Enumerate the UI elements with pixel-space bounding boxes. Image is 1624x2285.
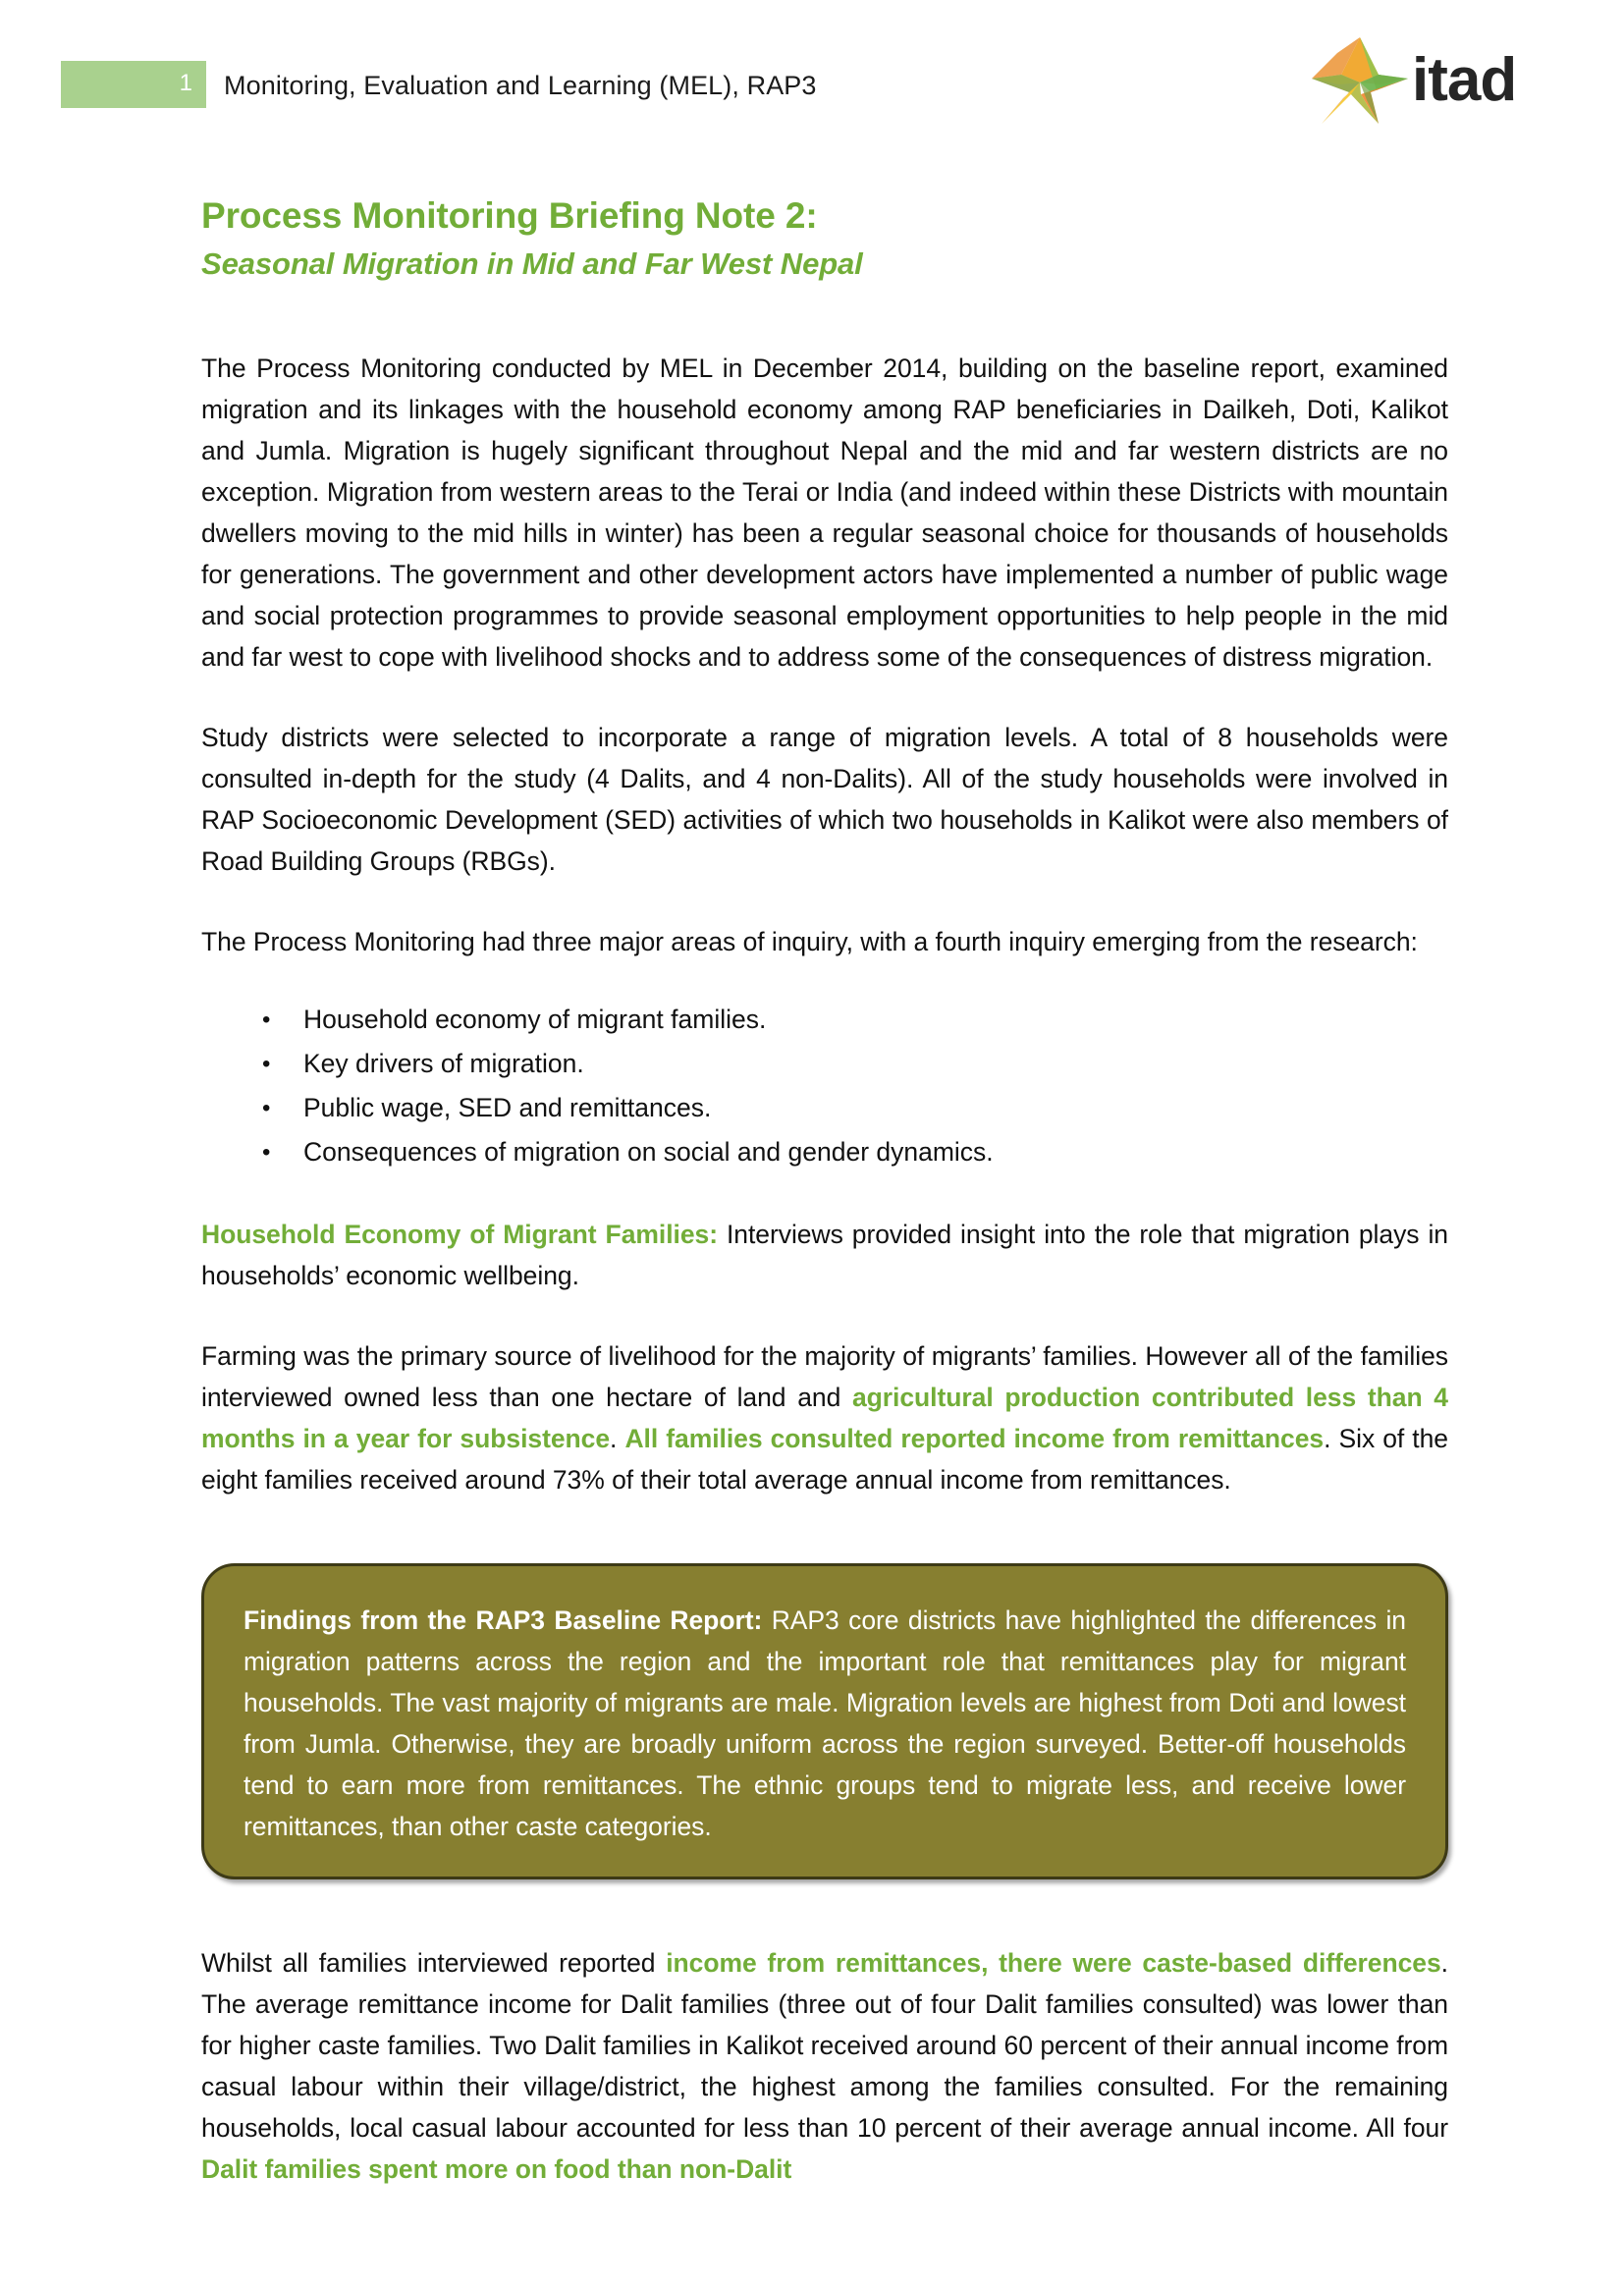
document-content (201, 192, 1448, 2190)
list-item: • Consequences of migration on social and gender dynamics. (303, 1130, 1448, 1174)
caste-highlight-2: Dalit families spent more on food than non-Dalit (201, 2154, 792, 2184)
paragraph-farming (201, 1335, 1448, 1500)
section-household-economy (201, 1214, 1448, 1296)
list-item: • Household economy of migrant families. (303, 998, 1448, 1042)
caste-highlight-1: income from remittances, there were caste-based differences (666, 1948, 1441, 1978)
section-heading-body: Interviews provided insight into the role that migration plays in households’ economic wellbeing. (201, 1220, 1448, 1290)
section-heading-label: Household Economy of Migrant Families: (201, 1220, 718, 1249)
brand-logo (1310, 35, 1526, 126)
paragraph-study-districts: Study districts were selected to incorporate a range of migration levels. A total of 8 households were consulted in-depth for the study (4 Dalits, and 4 non-Dalits). All of the study households were involved in RAP Socioeconomic Development (SED) activities of which two households in Kalikot were also members of Road Building Groups (RBGs). (201, 723, 1448, 876)
list-item: • Key drivers of migration. (303, 1042, 1448, 1086)
callout-text (244, 1600, 1406, 1847)
caste-text-1: Whilst all families interviewed reported (201, 1948, 667, 1978)
caste-text-2: . The average remittance income for Dalit families (three out of four Dalit families consulted) was lower than for higher caste families. Two Dalit families in Kalikot received around 60 percent of their annual income from casual labour within their village/district, the highest among the families consulted. For the remaining households, local casual labour accounted for less than 10 percent of their average annual income. All four (201, 1948, 1448, 2143)
callout-body-text: RAP3 core districts have highlighted the differences in migration patterns across the region and the important role that remittances play for migrant households. The vast majority of migrants are male. Migration levels are highest from Doti and lowest from Jumla. Otherwise, they are broadly uniform across the region surveyed. Better-off households tend to earn more from remittances. The ethnic groups tend to migrate less, and receive lower remittances, than other caste categories. (244, 1605, 1406, 1841)
farming-highlight-2: All families consulted reported income from remittances (624, 1424, 1325, 1453)
paragraph-caste-differences (201, 1942, 1448, 2190)
page-title: Process Monitoring Briefing Note 2: (201, 195, 818, 236)
itad-star-logo-icon (1310, 35, 1410, 126)
farming-highlight-1: agricultural production contributed less than 4 months in a year for subsistence (201, 1383, 1448, 1453)
farming-text-1: Farming was the primary source of livelihood for the majority of migrants’ families. However all of the families interviewed owned less than one hectare of land and (201, 1341, 1448, 1412)
paragraph-areas-of-inquiry: The Process Monitoring had three major areas of inquiry, with a fourth inquiry emerging from the research: (201, 927, 1418, 956)
baseline-findings-callout (201, 1563, 1448, 1879)
paragraph-intro: The Process Monitoring conducted by MEL in December 2014, building on the baseline report, examined migration and its linkages with the household economy among RAP beneficiaries in Dailkeh, Doti, Kalikot and Jumla. Migration is hugely significant throughout Nepal and the mid and far western districts are no exception. Migration from western areas to the Terai or India (and indeed within these Districts with mountain dwellers moving to the mid hills in winter) has been a regular seasonal choice for thousands of households for generations. The government and other development actors have implemented a number of public wage and social protection programmes to provide seasonal employment opportunities to help people in the mid and far west to cope with livelihood shocks and to address some of the consequences of distress migration. (201, 354, 1448, 672)
callout-lead-label: Findings from the RAP3 Baseline Report: (244, 1605, 763, 1635)
farming-text-2: . (610, 1424, 625, 1453)
list-item: • Public wage, SED and remittances. (303, 1086, 1448, 1130)
page-subtitle: Seasonal Migration in Mid and Far West Nepal (201, 246, 863, 281)
logo-wordmark: itad (1412, 46, 1517, 114)
inquiry-bullet-list (201, 998, 1448, 1174)
farming-text-3: . Six of the eight families received around 73% of their total average annual income from remittances. (201, 1424, 1448, 1495)
page-number-band (61, 61, 206, 108)
header-title: Monitoring, Evaluation and Learning (MEL), RAP3 (224, 71, 817, 100)
page-number: 1 (179, 70, 192, 96)
